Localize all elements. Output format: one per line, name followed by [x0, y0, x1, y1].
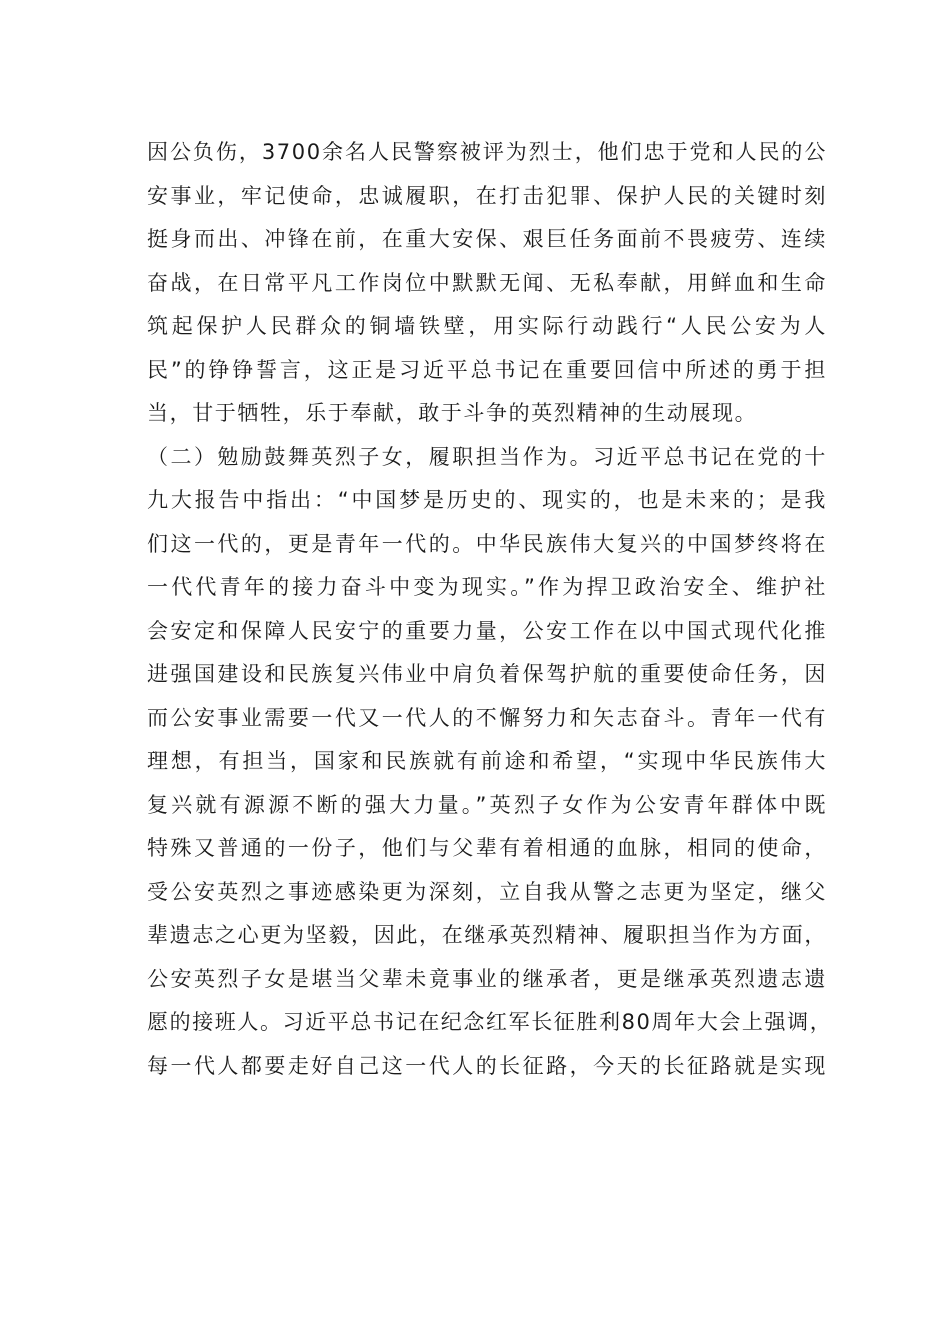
text-line: 奋战，在日常平凡工作岗位中默默无闻、无私奉献，用鲜血和生命	[147, 270, 827, 295]
text-line: 筑起保护人民群众的铜墙铁壁，用实际行动践行“人民公安为人	[147, 314, 827, 338]
text-line: 九大报告中指出：“中国梦是历史的、现实的，也是未来的；是我	[147, 488, 827, 512]
text-line: 挺身而出、冲锋在前，在重大安保、艰巨任务面前不畏疲劳、连续	[147, 227, 827, 251]
body-text	[147, 131, 833, 1088]
text-line: 公安英烈子女是堪当父辈未竟事业的继承者，更是继承英烈遗志遗	[147, 966, 827, 991]
text-line: 安事业，牢记使命，忠诚履职，在打击犯罪、保护人民的关键时刻	[147, 183, 827, 208]
text-line: 进强国建设和民族复兴伟业中肩负着保驾护航的重要使命任务，因	[147, 662, 827, 686]
text-line: 民”的铮铮誓言，这正是习近平总书记在重要回信中所述的勇于担	[147, 357, 827, 382]
section-heading-line: （二）勉励鼓舞英烈子女，履职担当作为。习近平总书记在党的十	[147, 444, 827, 469]
paragraph-end-line: 当，甘于牺牲，乐于奉献，敢于斗争的英烈精神的生动展现。	[147, 401, 758, 425]
text-line: 而公安事业需要一代又一代人的不懈努力和矢志奋斗。青年一代有	[147, 705, 827, 730]
text-line: 每一代人都要走好自己这一代人的长征路，今天的长征路就是实现	[147, 1053, 827, 1078]
text-line: 一代代青年的接力奋斗中变为现实。”作为捍卫政治安全、维护社	[147, 575, 827, 599]
text-line: 受公安英烈之事迹感染更为深刻，立自我从警之志更为坚定，继父	[147, 879, 827, 904]
text-line: 因公负伤，3700余名人民警察被评为烈士，他们忠于党和人民的公	[147, 140, 827, 164]
text-line: 复兴就有源源不断的强大力量。”英烈子女作为公安青年群体中既	[147, 792, 827, 817]
text-line: 理想，有担当，国家和民族就有前途和希望，“实现中华民族伟大	[147, 749, 827, 773]
text-line: 愿的接班人。习近平总书记在纪念红军长征胜利80周年大会上强调，	[147, 1010, 833, 1034]
text-line: 们这一代的，更是青年一代的。中华民族伟大复兴的中国梦终将在	[147, 531, 827, 556]
text-line: 特殊又普通的一份子，他们与父辈有着相通的血脉，相同的使命，	[147, 836, 827, 860]
text-line: 辈遗志之心更为坚毅，因此，在继承英烈精神、履职担当作为方面，	[147, 923, 827, 947]
text-line: 会安定和保障人民安宁的重要力量，公安工作在以中国式现代化推	[147, 618, 827, 643]
